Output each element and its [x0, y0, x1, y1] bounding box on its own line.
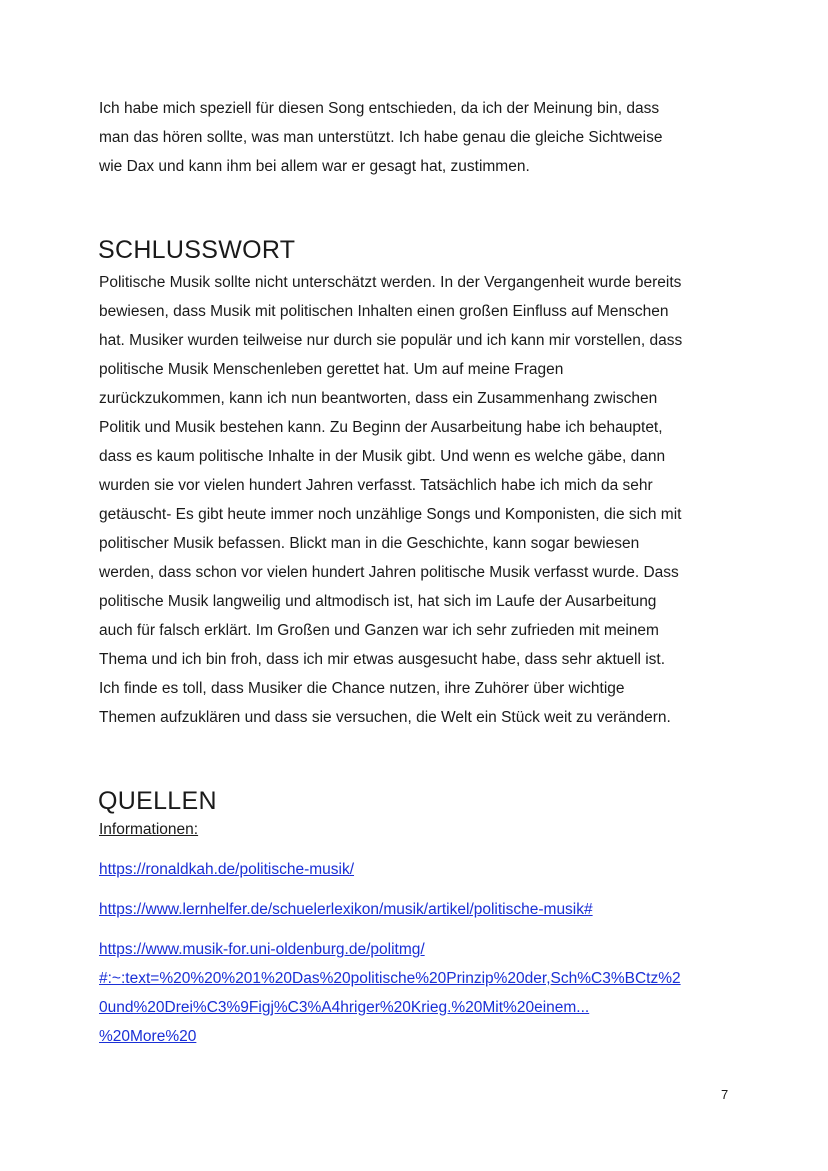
source-link-line[interactable]: https://www.musik-for.uni-oldenburg.de/politmg/	[99, 941, 425, 958]
source-link-uni-oldenburg[interactable]	[99, 935, 681, 1051]
schlusswort-line: Politik und Musik bestehen kann. Zu Beginn der Ausarbeitung habe ich behauptet,	[99, 419, 663, 436]
quellen-heading: QUELLEN	[98, 787, 217, 815]
schlusswort-line: politische Musik Menschenleben gerettet hat. Um auf meine Fragen	[99, 361, 564, 378]
schlusswort-line: Politische Musik sollte nicht unterschätzt werden. In der Vergangenheit wurde bereits	[99, 274, 682, 291]
schlusswort-line: Ich finde es toll, dass Musiker die Chance nutzen, ihre Zuhörer über wichtige	[99, 680, 625, 697]
schlusswort-line: werden, dass schon vor vielen hundert Jahren politische Musik verfasst wurde. Dass	[99, 564, 679, 581]
schlusswort-line: politische Musik langweilig und altmodisch ist, hat sich im Laufe der Ausarbeitung	[99, 593, 657, 610]
schlusswort-line: politischer Musik befassen. Blickt man in die Geschichte, kann sogar bewiesen	[99, 535, 640, 552]
intro-line: Ich habe mich speziell für diesen Song entschieden, da ich der Meinung bin, dass	[99, 100, 660, 117]
intro-line: wie Dax und kann ihm bei allem war er gesagt hat, zustimmen.	[99, 158, 530, 175]
source-link-lernhelfer[interactable]: https://www.lernhelfer.de/schuelerlexikon/musik/artikel/politische-musik#	[99, 901, 593, 918]
source-link-line[interactable]: 0und%20Drei%C3%9Figj%C3%A4hriger%20Krieg.%20Mit%20einem...	[99, 999, 590, 1016]
schlusswort-heading: SCHLUSSWORT	[98, 236, 296, 264]
schlusswort-line: Themen aufzuklären und dass sie versuchen, die Welt ein Stück weit zu verändern.	[99, 709, 671, 726]
schlusswort-line: zurückzukommen, kann ich nun beantworten, dass ein Zusammenhang zwischen	[99, 390, 658, 407]
schlusswort-line: bewiesen, dass Musik mit politischen Inhalten einen großen Einfluss auf Menschen	[99, 303, 669, 320]
schlusswort-line: auch für falsch erklärt. Im Großen und Ganzen war ich sehr zufrieden mit meinem	[99, 622, 659, 639]
intro-paragraph	[99, 94, 739, 181]
schlusswort-line: wurden sie vor vielen hundert Jahren verfasst. Tatsächlich habe ich mich da sehr	[99, 477, 653, 494]
intro-line: man das hören sollte, was man unterstützt. Ich habe genau die gleiche Sichtweise	[99, 129, 663, 146]
source-link-ronaldkah[interactable]: https://ronaldkah.de/politische-musik/	[99, 861, 355, 878]
schlusswort-line: Thema und ich bin froh, dass ich mir etwas ausgesucht habe, dass sehr aktuell ist.	[99, 651, 666, 668]
source-link-line[interactable]: #:~:text=%20%20%201%20Das%20politische%20Prinzip%20der,Sch%C3%BCtz%2	[99, 970, 681, 987]
schlusswort-line: hat. Musiker wurden teilweise nur durch sie populär und ich kann mir vorstellen, dass	[99, 332, 683, 349]
page-number: 7	[721, 1087, 729, 1102]
source-link-line[interactable]: %20More%20	[99, 1028, 197, 1045]
informationen-label: Informationen:	[99, 821, 199, 838]
schlusswort-line: getäuscht- Es gibt heute immer noch unzählige Songs und Komponisten, die sich mit	[99, 506, 682, 523]
schlusswort-paragraph	[99, 268, 739, 732]
schlusswort-line: dass es kaum politische Inhalte in der Musik gibt. Und wenn es welche gäbe, dann	[99, 448, 666, 465]
